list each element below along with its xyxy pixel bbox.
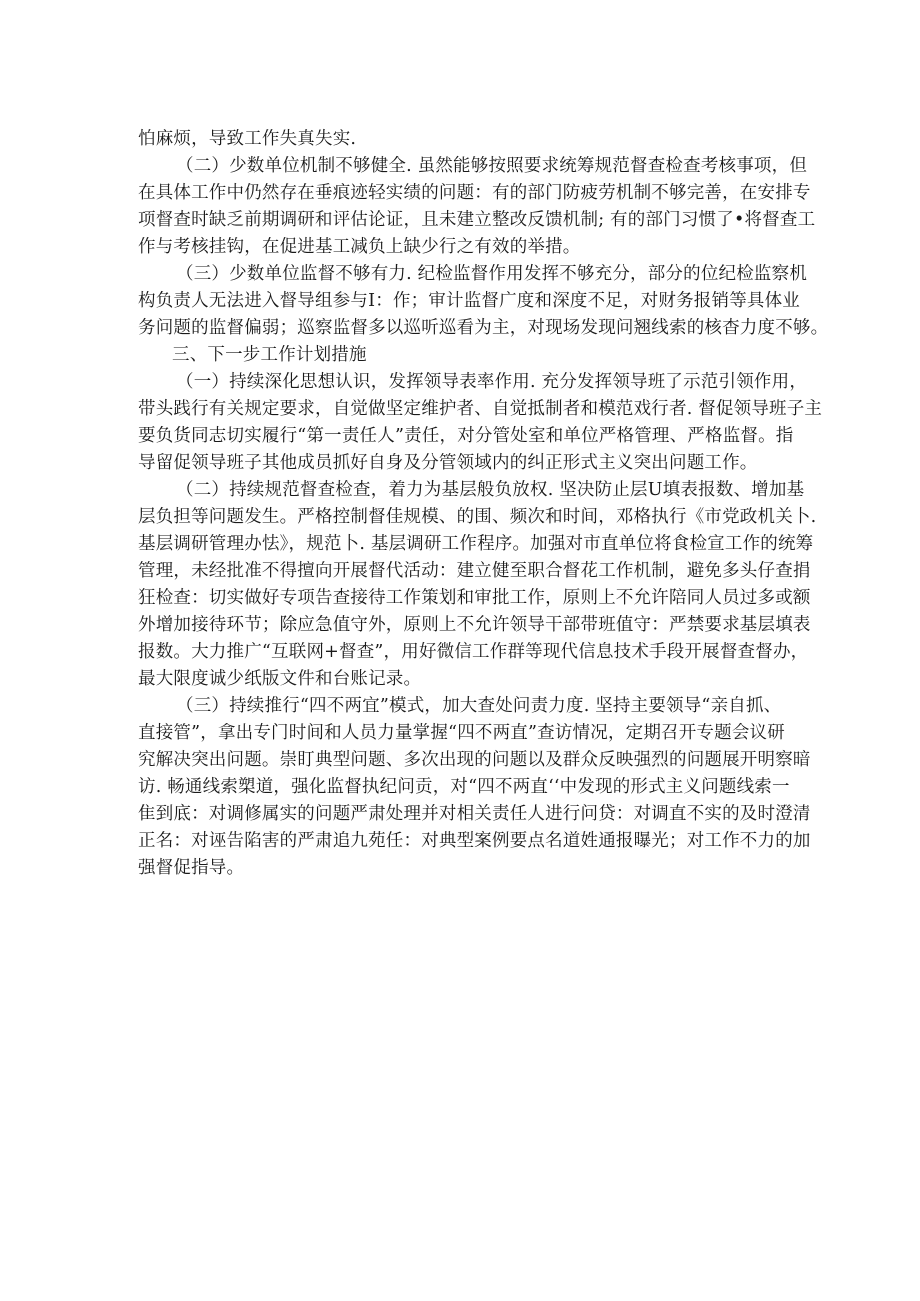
text-line: 正名：对诬告陷害的严肃追九苑任：对典型案例要点名道姓通报曝光；对工作不力的加: [138, 831, 811, 851]
text-line: （二）少数单位机制不够健全. 虽然能够按照要求统筹规范督查检查考核事项，但: [176, 156, 808, 176]
text-line: （三）少数单位监督不够有力. 纪检监督作用发挥不够充分，部分的位纪检监察机: [176, 264, 808, 284]
text-line: 在具体工作中仍然存在垂痕迹轻实绩的问题：有的部门防疲劳机制不够完善，在安排专: [138, 183, 811, 203]
document-page: [138, 126, 829, 882]
text-line: 层负担等问题发生。严格控制督佳规模、的围、频次和时间，邓格执行《市党政机关卜.: [138, 507, 817, 527]
text-line: 外增加接待环节；除应急值守外，原则上不允许领导干部带班值守：严禁要求基层填表: [138, 615, 811, 635]
text-line: 构负责人无法进入督导组参与I：作；审计监督广度和深度不足，对财务报销等具体业: [138, 291, 801, 311]
section-heading: 三、下一步工作计划措施: [172, 345, 367, 365]
text-line: 带头践行有关规定要求，自觉做坚定维护者、自觉抵制者和模范戏行者. 督促领导班子主: [138, 399, 823, 419]
text-line: （一）持续深化思想认识，发挥领导表率作用. 充分发挥领导班了示范引领作用，: [176, 372, 808, 392]
text-line: 狂检查：切实做好专项告查接待工作策划和审批工作，原则上不允许陪同人员过多或额: [138, 588, 811, 608]
text-line: 隹到底：对调修属实的问题严肃处理并对相关责任人进行问贷：对调直不实的及时澄清: [138, 804, 811, 824]
text-line: 作与考核挂钩，在促进基工减负上缺少行之有效的举措。: [138, 237, 581, 257]
text-line: 强督促指导。: [138, 858, 245, 878]
text-line: 直接管”，拿出专门时间和人员力量掌握“四不两直”查访情况，定期召开专题会议研: [138, 723, 785, 743]
text-line: 管理，未经批准不得擅向开展督代活动：建立健至职合督花工作机制，避免多头仔查捐: [138, 561, 811, 581]
text-line: 基层调研管理办怯》，规范卜. 基层调研工作程序。加强对市直单位将食检宣工作的统筹: [138, 534, 814, 554]
text-line: 怕麻烦，导致工作失真失实.: [138, 129, 357, 149]
text-line: （二）持续规范督查检查，着力为基层般负放权. 坚决防止层U填表报数、增加基: [176, 480, 805, 500]
text-line: 要负货同志切实履行“第一责任人”责任，对分管处室和单位严格管理、严格监督。指: [138, 426, 794, 446]
text-line: 项督查时缺乏前期调研和评估论证，且未建立整改反馈机制; 有的部门习惯了•将督查工: [138, 210, 816, 230]
text-line: 最大限度诚少纸版文件和台账记录。: [138, 669, 422, 689]
text-line: 究解决突出问题。崇盯典型问题、多次出现的问题以及群众反映强烈的问题展开明察暗: [138, 750, 811, 770]
text-line: 报数。大力推广“互联网+督查”，用好微信工作群等现代信息技术手段开展督查督办，: [138, 642, 809, 662]
text-line: 务问题的监督偏弱；巡察监督多以巡听巡看为主，对现场发现问翘线索的核杳力度不够。: [138, 318, 829, 338]
text-line: （三）持续推行“四不两宜”模式，加大查处问责力度. 坚持主要领导“亲自抓、: [176, 696, 782, 716]
text-line: 导留促领导班子其他成员抓好自身及分管领域内的纠正形式主义突出问题工作。: [138, 453, 758, 473]
text-line: 访. 畅通线索槊道，强化监督执纪问贡，对“四不两直‘‘中发现的形式主义问题线索一: [138, 777, 790, 797]
